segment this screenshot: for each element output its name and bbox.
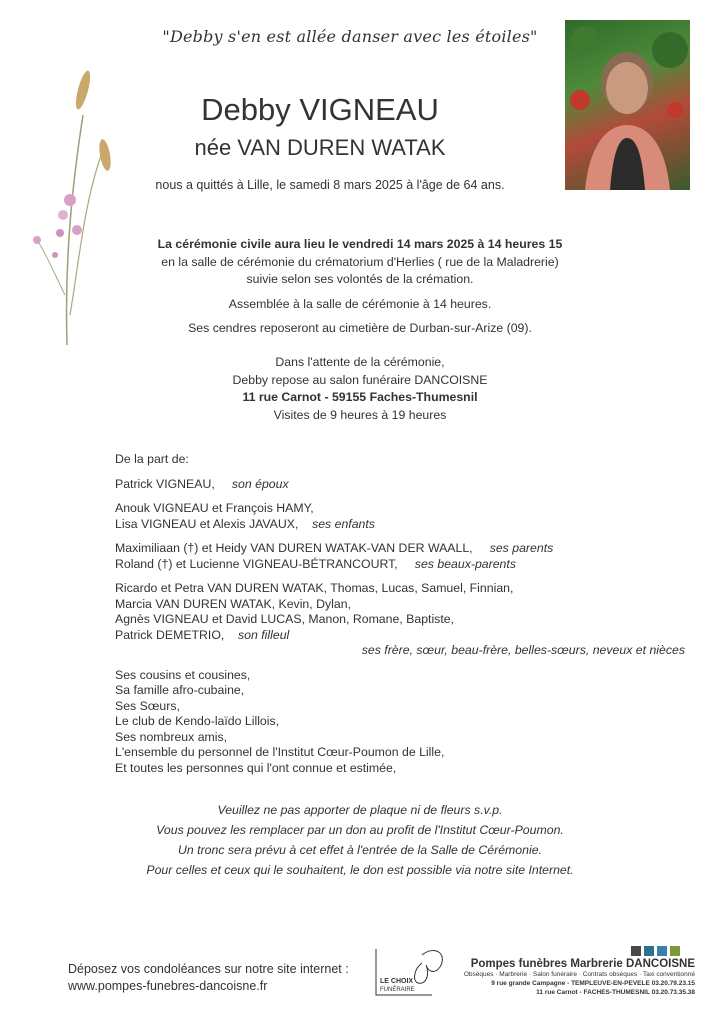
- agency-templeuve: 9 rue grande Campagne - TEMPLEUVE-EN-PEVELE 03.20.79.23.15: [491, 980, 695, 987]
- brand-square: [657, 946, 667, 956]
- funeral-home-address: 11 rue Carnot - 59155 Faches-Thumesnil: [242, 390, 478, 404]
- svg-text:FUNÉRAIRE: FUNÉRAIRE: [380, 987, 415, 993]
- others-line-1: Sa famille afro-cubaine,: [115, 683, 245, 697]
- note-line-2: Un tronc sera prévu à cet effet à l'entrée de la Salle de Cérémonie.: [178, 843, 542, 857]
- ashes-info: Ses cendres reposeront au cimetière de Durban-sur-Arize (09).: [188, 321, 532, 335]
- brand-square: [644, 946, 654, 956]
- le-choix-funeraire-logo: [372, 945, 452, 1000]
- condolences-label: Déposez vos condoléances sur notre site internet :: [68, 962, 349, 976]
- agency-faches: 11 rue Carnot - FACHES-THUMESNIL 03.20.73.35.38: [536, 989, 695, 996]
- siblings-line-3: Agnès VIGNEAU et David LUCAS, Manon, Romane, Baptiste,: [115, 612, 455, 626]
- others-line-2: Ses Sœurs,: [115, 698, 180, 713]
- children-line-1: Anouk VIGNEAU et François HAMY,: [115, 501, 314, 515]
- inlaws-line: Roland (†) et Lucienne VIGNEAU-BÉTRANCOURT, ses beaux-parents: [115, 556, 516, 571]
- memorial-quote: "Debby s'en est allée danser avec les étoiles": [162, 27, 538, 46]
- company-services: Obsèques · Marbrerie · Salon funéraire · Contrats obsèques · Taxi conventionné: [463, 971, 695, 978]
- family-intro: De la part de:: [115, 452, 189, 466]
- death-notice: nous a quittés à Lille, le samedi 8 mars 2025 à l'âge de 64 ans.: [155, 178, 505, 192]
- others-line-4: Ses nombreux amis,: [115, 729, 228, 744]
- godson-line: Patrick DEMETRIO, son filleul: [115, 627, 290, 642]
- siblings-relation: ses frère, sœur, beau-frère, belles-sœurs, neveux et nièces: [361, 643, 685, 657]
- ceremony-cremation: suivie selon ses volontés de la crémation.: [246, 272, 474, 286]
- children-line-2: Lisa VIGNEAU et Alexis JAVAUX, ses enfants: [115, 516, 375, 531]
- condolences-block: [68, 961, 349, 995]
- waiting-line: Dans l'attente de la cérémonie,: [275, 355, 445, 369]
- others-line-5: L'ensemble du personnel de l'Institut Cœur-Poumon de Lille,: [115, 745, 445, 759]
- ceremony-details: [100, 236, 620, 289]
- note-line-0: Veuillez ne pas apporter de plaque ni de fleurs s.v.p.: [217, 803, 503, 817]
- donation-notes: [90, 800, 630, 880]
- others-line-3: Le club de Kendo-laïdo Lillois,: [115, 714, 280, 728]
- ceremony-place: en la salle de cérémonie du crématorium d'Herlies ( rue de la Maladrerie): [161, 254, 559, 269]
- deceased-name: Debby VIGNEAU: [201, 92, 439, 127]
- website-link[interactable]: www.pompes-funebres-dancoisne.fr: [68, 979, 268, 993]
- note-line-3: Pour celles et ceux qui le souhaitent, le don est possible via notre site Internet.: [146, 863, 574, 877]
- portrait-photo: [565, 20, 690, 190]
- spouse-line: Patrick VIGNEAU, son époux: [115, 476, 289, 491]
- brand-square: [670, 946, 680, 956]
- siblings-line-2: Marcia VAN DUREN WATAK, Kevin, Dylan,: [115, 596, 351, 611]
- reposes-line: Debby repose au salon funéraire DANCOISNE: [232, 372, 488, 387]
- brand-square: [631, 946, 641, 956]
- siblings-line-1: Ricardo et Petra VAN DUREN WATAK, Thomas, Lucas, Samuel, Finnian,: [115, 581, 514, 595]
- others-line-0: Ses cousins et cousines,: [115, 667, 251, 682]
- ceremony-date: La cérémonie civile aura lieu le vendredi 14 mars 2025 à 14 heures 15: [157, 237, 563, 251]
- company-name: Pompes funèbres Marbrerie DANCOISNE: [470, 958, 695, 970]
- assembly-info: Assemblée à la salle de cérémonie à 14 heures.: [228, 297, 492, 311]
- note-line-1: Vous pouvez les remplacer par un don au profit de l'Institut Cœur-Poumon.: [156, 823, 564, 837]
- funeral-company-block: [460, 958, 695, 997]
- visiting-hours: Visites de 9 heures à 19 heures: [273, 407, 447, 422]
- funeral-home-info: [100, 354, 620, 424]
- maiden-name: née VAN DUREN WATAK: [194, 135, 446, 160]
- family-list: [115, 452, 695, 776]
- svg-text:LE CHOIX: LE CHOIX: [380, 978, 414, 985]
- parents-line: Maximiliaan (†) et Heidy VAN DUREN WATAK-VAN DER WAALL, ses parents: [115, 541, 554, 555]
- others-line-6: Et toutes les personnes qui l'ont connue et estimée,: [115, 760, 397, 775]
